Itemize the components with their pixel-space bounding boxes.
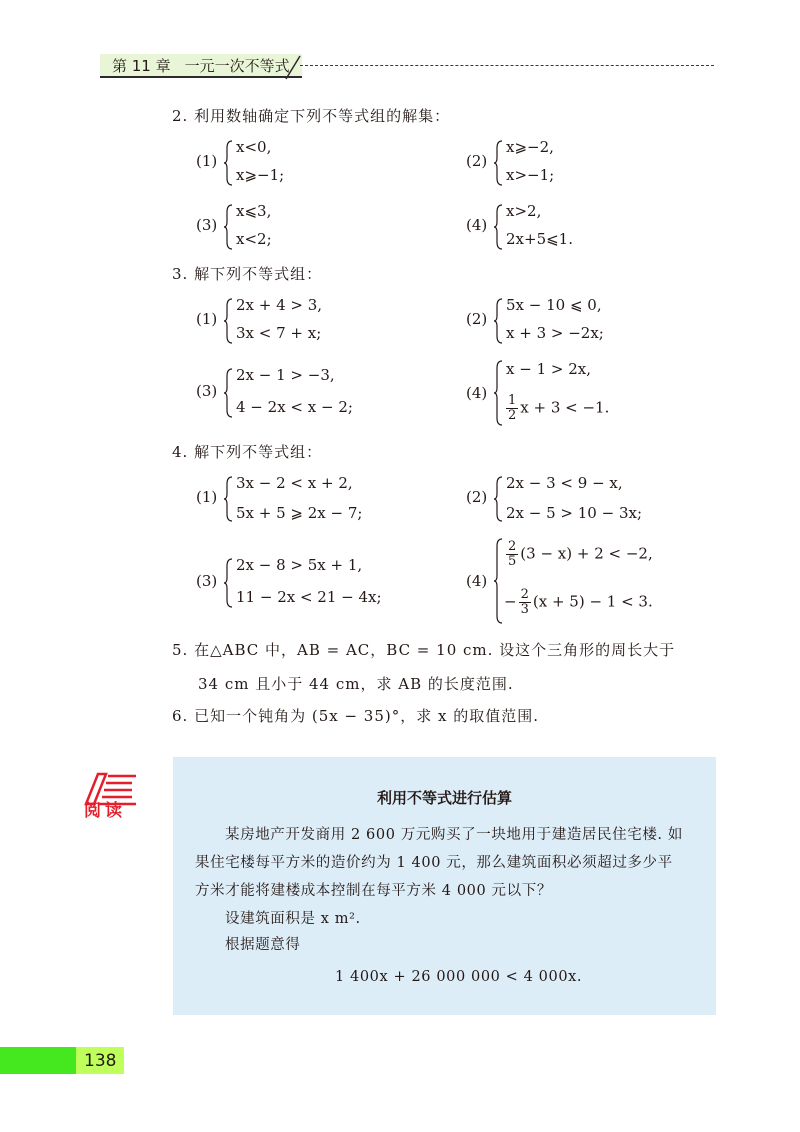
chapter-header-tab: [100, 54, 302, 78]
item-number: (4): [466, 572, 488, 590]
item-number: (4): [466, 216, 488, 234]
system-line-1: x − 1 > 2x,: [506, 360, 591, 378]
system-line-1: x⩾−2,: [506, 138, 554, 156]
reading-title: 利用不等式进行估算: [376, 789, 512, 807]
chapter-header: [100, 54, 720, 80]
system-line-2: 2x+5⩽1.: [506, 230, 573, 248]
system-line-2: [504, 394, 609, 423]
page-number-bar-accent: [0, 1047, 76, 1074]
fraction-denominator: 3: [520, 602, 529, 617]
item-number: (2): [466, 488, 488, 506]
q4-system-3: [196, 556, 436, 606]
system-line-2: x⩾−1;: [236, 166, 285, 184]
chapter-number: 第 11 章: [112, 57, 171, 75]
q4-system-4: [466, 536, 706, 626]
page-number: 138: [84, 1051, 117, 1071]
system-line-2: x<2;: [236, 230, 272, 248]
system-line-1: [504, 540, 653, 569]
q3-system-1: [196, 296, 416, 346]
reading-paragraph-line: 果住宅楼每平方米的造价约为 1 400 元，那么建筑面积必须超过多少平: [195, 855, 673, 871]
system-line-2: x>−1;: [506, 166, 555, 184]
item-number: (4): [466, 384, 488, 402]
system-line-1: 2x − 8 > 5x + 1,: [236, 556, 363, 574]
fraction: [506, 540, 518, 569]
q2-system-4: [466, 202, 646, 252]
reading-box: [173, 757, 716, 1015]
fraction-denominator: 5: [508, 554, 517, 569]
q3-system-4: [466, 358, 686, 428]
reading-label: 阅读: [84, 801, 126, 821]
fraction: [519, 588, 531, 617]
reading-paragraph-line: 设建筑面积是 x m².: [225, 911, 361, 927]
system-line-1: 2x − 3 < 9 − x,: [506, 474, 623, 492]
system-line-1: x>2,: [506, 202, 542, 220]
question-5-line-1: 5. 在△ABC 中，AB = AC，BC = 10 cm. 设这个三角形的周长大于: [172, 641, 676, 659]
brace-icon: [493, 360, 503, 426]
system-line-2-prefix: −: [504, 592, 517, 611]
item-number: (1): [196, 310, 218, 328]
chapter-title: 一元一次不等式: [184, 57, 290, 75]
fraction-numerator: 2: [508, 539, 517, 554]
brace-icon: [493, 140, 503, 186]
system-line-1: 5x − 10 ⩽ 0,: [506, 296, 602, 314]
item-number: (3): [196, 572, 218, 590]
system-line-1: 2x + 4 > 3,: [236, 296, 323, 314]
system-line-1: 2x − 1 > −3,: [236, 366, 335, 384]
question-4-stem: 4. 解下列不等式组：: [172, 443, 323, 461]
header-slash-icon: [284, 54, 302, 80]
question-5-line-2: 34 cm 且小于 44 cm，求 AB 的长度范围.: [198, 675, 514, 693]
reading-paragraph-line: 根据题意得: [225, 937, 301, 953]
system-line-2-rest: x + 3 < −1.: [520, 398, 610, 417]
question-6-line-1: 6. 已知一个钝角为 (5x − 35)°，求 x 的取值范围.: [172, 707, 540, 725]
system-line-2: 5x + 5 ⩾ 2x − 7;: [236, 504, 363, 522]
item-number: (3): [196, 382, 218, 400]
system-line-2: x + 3 > −2x;: [506, 324, 604, 342]
reading-equation: 1 400x + 26 000 000 < 4 000x.: [335, 969, 583, 985]
brace-icon: [493, 204, 503, 250]
system-line-1: 3x − 2 < x + 2,: [236, 474, 353, 492]
reading-paragraph-line: 方米才能将建楼成本控制在每平方米 4 000 元以下？: [195, 883, 552, 899]
item-number: (1): [196, 152, 218, 170]
brace-icon: [223, 140, 233, 186]
system-line-2: 3x < 7 + x;: [236, 324, 322, 342]
system-line-1-rest: (3 − x) + 2 < −2,: [520, 544, 653, 563]
q2-system-1: [196, 138, 376, 188]
item-number: (2): [466, 152, 488, 170]
fraction-numerator: 1: [508, 393, 517, 408]
brace-icon: [493, 538, 503, 624]
brace-icon: [223, 204, 233, 250]
q4-system-2: [466, 474, 706, 524]
header-dashed-line: [300, 65, 714, 66]
system-line-2: 4 − 2x < x − 2;: [236, 398, 353, 416]
item-number: (2): [466, 310, 488, 328]
q3-system-3: [196, 366, 416, 416]
item-number: (1): [196, 488, 218, 506]
item-number: (3): [196, 216, 218, 234]
q4-system-1: [196, 474, 436, 524]
system-line-2: [504, 588, 653, 617]
system-line-2-rest: (x + 5) − 1 < 3.: [532, 592, 653, 611]
brace-icon: [223, 558, 233, 608]
system-line-1: x<0,: [236, 138, 272, 156]
question-2-stem: 2. 利用数轴确定下列不等式组的解集：: [172, 107, 451, 125]
system-line-1: x⩽3,: [236, 202, 272, 220]
brace-icon: [223, 476, 233, 522]
q2-system-3: [196, 202, 376, 252]
fraction-numerator: 2: [520, 587, 529, 602]
system-line-2: 11 − 2x < 21 − 4x;: [236, 588, 382, 606]
brace-icon: [223, 368, 233, 418]
brace-icon: [223, 298, 233, 344]
fraction-denominator: 2: [508, 408, 517, 423]
system-line-2: 2x − 5 > 10 − 3x;: [506, 504, 643, 522]
brace-icon: [493, 298, 503, 344]
fraction: [506, 394, 518, 423]
question-3-stem: 3. 解下列不等式组：: [172, 265, 323, 283]
q3-system-2: [466, 296, 686, 346]
brace-icon: [493, 476, 503, 522]
q2-system-2: [466, 138, 646, 188]
reading-paragraph-line: 某房地产开发商用 2 600 万元购买了一块地用于建造居民住宅楼. 如: [225, 827, 683, 843]
